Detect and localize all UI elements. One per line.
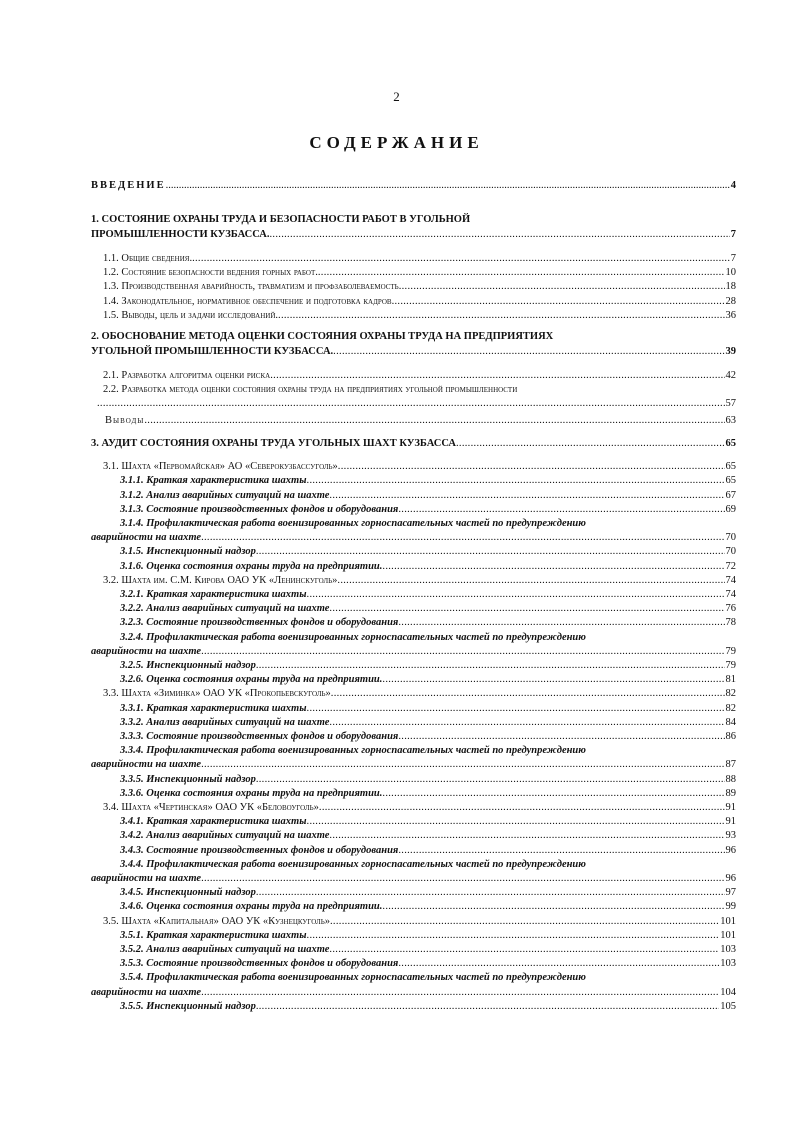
leader-dots <box>270 227 730 242</box>
toc-entry-3-1-5[interactable] <box>91 545 736 559</box>
toc-entry-3-2[interactable] <box>91 574 736 588</box>
toc-entry-label: 3.5.5. Инспекционный надзор <box>120 1000 256 1012</box>
toc-entry-3-4[interactable] <box>91 801 736 815</box>
leader-dots <box>97 397 725 411</box>
toc-entry-page: 57 <box>725 398 736 410</box>
leader-dots <box>270 369 724 383</box>
toc-entry-page: 86 <box>725 730 736 742</box>
toc-entry-page: 74 <box>725 588 736 600</box>
leader-dots <box>382 560 724 574</box>
toc-entry-page: 84 <box>725 716 736 728</box>
leader-dots <box>333 344 724 359</box>
toc-entry-label-cont: ПРОМЫШЛЕННОСТИ КУЗБАССА. <box>91 229 270 240</box>
toc-entry-chapter-2[interactable] <box>91 329 736 359</box>
toc-entry-label: 3.5.4. Профилактическая работа военизированных горноспасательных частей по предупреждению <box>120 972 586 984</box>
toc-entry-3-4-3[interactable] <box>91 844 736 858</box>
toc-entry-page: 74 <box>725 574 736 586</box>
leader-dots <box>166 178 730 193</box>
toc-entry-3-2-2[interactable] <box>91 602 736 616</box>
toc-entry-label: 3.4. Шахта «Чертинская» ОАО УК «Беловоуголь» <box>103 802 319 813</box>
toc-entry-page: 65 <box>725 461 736 473</box>
leader-dots <box>337 574 724 588</box>
toc-entry-page: 79 <box>725 645 736 657</box>
toc-entry-label: 3.1.3. Состояние производственных фондов и оборудования <box>120 503 399 515</box>
toc-entry-label: 3.3.6. Оценка состояния охраны труда на предприятии. <box>120 787 383 799</box>
toc-entry-label-cont: аварийности на шахте <box>91 645 202 657</box>
toc-entry-label: 3.2.2. Анализ аварийных ситуаций на шахте <box>120 603 330 615</box>
toc-entry-page: 81 <box>725 674 736 686</box>
leader-dots <box>329 943 719 957</box>
toc-entry-page: 7 <box>730 229 736 240</box>
toc-entry-chapter-1[interactable] <box>91 212 736 242</box>
toc-entry-page: 65 <box>725 475 736 487</box>
leader-dots <box>201 872 724 886</box>
toc-entry-label: 3.5.3. Состояние производственных фондов и оборудования <box>120 958 399 970</box>
toc-entry-page: 82 <box>725 702 736 714</box>
toc-entry-page: 91 <box>725 802 736 813</box>
toc-entry-3-2-1[interactable] <box>91 588 736 602</box>
leader-dots <box>307 588 725 602</box>
toc-entry-page: 91 <box>725 816 736 828</box>
leader-dots <box>144 414 724 429</box>
toc-entry-page: 63 <box>725 414 736 426</box>
toc-entry-label: 3.4.3. Состояние производственных фондов и оборудования <box>120 844 399 856</box>
toc-entry-3-4-6[interactable] <box>91 900 736 914</box>
toc-entry-page: 82 <box>725 688 736 700</box>
toc-entry-label: 1.1. Общие сведения. <box>103 253 193 264</box>
toc-entry-label: 3. АУДИТ СОСТОЯНИЯ ОХРАНЫ ТРУДА УГОЛЬНЫХ ШАХТ КУЗБАССА <box>91 438 456 450</box>
leader-dots <box>256 773 725 787</box>
toc-entry-label: 3.2. Шахта им. С.М. Кирова ОАО УК «Ленинскуголь» <box>103 574 338 586</box>
toc-entry-3-3-4[interactable] <box>91 744 736 772</box>
toc-entry-label: 3.3.2. Анализ аварийных ситуаций на шахте <box>120 716 330 728</box>
toc-entry-label-cont: аварийности на шахте <box>91 532 202 544</box>
toc-entry-label-cont: УГОЛЬНОЙ ПРОМЫШЛЕННОСТИ КУЗБАССА. <box>91 346 334 358</box>
toc-entry-label: 3.5.1. Краткая характеристика шахты <box>120 929 307 941</box>
toc-entry-3-3[interactable] <box>91 687 736 701</box>
toc-entry-page: 78 <box>725 617 736 629</box>
toc-entry-label: 3.4.4. Профилактическая работа военизированных горноспасательных частей по предупреждению <box>120 858 586 870</box>
toc-entry-page: 79 <box>725 659 736 671</box>
toc-entry-3-3-6[interactable] <box>91 787 736 801</box>
toc-entry-label: 3.3.3. Состояние производственных фондов и оборудования <box>120 730 399 742</box>
toc-entry-page: 7 <box>730 253 736 264</box>
toc-entry-3-4-1[interactable] <box>91 815 736 829</box>
toc-entry-3-4-2[interactable] <box>91 829 736 843</box>
leader-dots <box>278 309 724 323</box>
leader-dots <box>398 503 724 517</box>
toc-entry-label-cont: аварийности на шахте <box>91 759 202 771</box>
toc-entry-3-5-2[interactable] <box>91 943 736 957</box>
toc-entry-page: 103 <box>720 958 736 970</box>
toc-entry-conclusions[interactable] <box>91 414 736 429</box>
toc-entry-page: 42 <box>725 370 736 382</box>
toc-entry-label: 3.3.4. Профилактическая работа военизированных горноспасательных частей по предупреждению <box>120 745 586 757</box>
toc-entry-page: 18 <box>725 281 736 293</box>
leader-dots <box>382 787 724 801</box>
toc-entry-3-1[interactable] <box>91 460 736 474</box>
toc-entry-label: 3.4.2. Анализ аварийных ситуаций на шахте <box>120 830 330 842</box>
toc-entry-1-4[interactable] <box>91 295 736 309</box>
toc-entry-label: 3.2.3. Состояние производственных фондов и оборудования <box>120 617 399 629</box>
toc-entry-page: 87 <box>725 759 736 771</box>
toc-entry-page: 10 <box>725 267 736 279</box>
toc-entry-label: ВВЕДЕНИЕ <box>91 180 166 191</box>
toc-entry-1-2[interactable] <box>91 266 736 280</box>
toc-entry-label: 3.4.6. Оценка состояния охраны труда на предприятии. <box>120 901 383 913</box>
leader-dots <box>382 673 724 687</box>
toc-entry-1-1[interactable] <box>91 252 736 266</box>
toc-entry-page: 93 <box>725 830 736 842</box>
toc-entry-label: 3.1.5. Инспекционный надзор <box>120 546 256 558</box>
leader-dots <box>201 758 724 772</box>
toc-entry-label: 3.1.2. Анализ аварийных ситуаций на шахте <box>120 489 330 501</box>
leader-dots <box>201 986 719 1000</box>
toc-entry-label: 3.2.5. Инспекционный надзор <box>120 659 256 671</box>
toc-entry-3-1-3[interactable] <box>91 503 736 517</box>
toc-entry-page: 104 <box>720 986 736 998</box>
leader-dots <box>318 266 725 280</box>
leader-dots <box>398 730 724 744</box>
toc-entry-label: 3.1.6. Оценка состояния охраны труда на предприятии. <box>120 560 383 572</box>
toc-entry-page: 39 <box>725 346 736 358</box>
toc-entry-label: 3.5. Шахта «Капитальная» ОАО УК «Кузнецкуголь» <box>103 915 330 927</box>
toc-entry-introduction[interactable] <box>91 178 736 193</box>
toc-entry-3-5-5[interactable] <box>91 1000 736 1014</box>
toc-entry-label: 2.1. Разработка алгоритма оценки риска <box>103 370 271 382</box>
toc-entry-page: 70 <box>725 532 736 544</box>
toc-entry-page: 72 <box>725 560 736 572</box>
toc-entry-3-5-3[interactable] <box>91 957 736 971</box>
toc-entry-label: 3.3.5. Инспекционный надзор <box>120 773 256 785</box>
leader-dots <box>329 716 724 730</box>
toc-entry-3-5[interactable] <box>91 915 736 929</box>
toc-entry-page: 101 <box>720 929 736 941</box>
toc-entry-label: 3.1.1. Краткая характеристика шахты <box>120 475 307 487</box>
toc-entry-3-2-3[interactable] <box>91 616 736 630</box>
leader-dots <box>201 645 724 659</box>
toc-entry-label: 1.3. Производственная аварийность, травматизм и профзаболеваемость <box>103 281 399 293</box>
toc-entry-label: 3.2.1. Краткая характеристика шахты <box>120 588 307 600</box>
leader-dots <box>256 886 725 900</box>
leader-dots <box>192 252 730 266</box>
leader-dots <box>398 616 724 630</box>
toc-entry-page: 88 <box>725 773 736 785</box>
toc-entry-2-2[interactable] <box>91 383 736 411</box>
leader-dots <box>456 436 725 451</box>
toc-entry-1-5[interactable] <box>91 309 736 323</box>
toc-entry-page: 97 <box>725 887 736 899</box>
toc-entry-label: 3.5.2. Анализ аварийных ситуаций на шахте <box>120 944 330 956</box>
table-of-contents <box>91 178 736 1014</box>
toc-entry-3-1-2[interactable] <box>91 489 736 503</box>
toc-entry-label: 3.2.4. Профилактическая работа военизированных горноспасательных частей по предупреждению <box>120 631 586 643</box>
leader-dots <box>399 280 725 294</box>
toc-entry-page: 67 <box>725 489 736 501</box>
leader-dots <box>398 844 724 858</box>
leader-dots <box>330 915 719 929</box>
leader-dots <box>201 531 724 545</box>
toc-entry-page: 76 <box>725 603 736 615</box>
toc-entry-page: 36 <box>725 309 736 321</box>
toc-entry-1-3[interactable] <box>91 280 736 294</box>
toc-entry-3-2-6[interactable] <box>91 673 736 687</box>
page-title: СОДЕРЖАНИЕ <box>309 133 484 152</box>
leader-dots <box>319 801 725 815</box>
toc-entry-3-4-5[interactable] <box>91 886 736 900</box>
leader-dots <box>382 900 724 914</box>
toc-entry-label: 3.4.5. Инспекционный надзор <box>120 887 256 899</box>
toc-entry-page: 105 <box>720 1000 736 1012</box>
leader-dots <box>307 702 725 716</box>
leader-dots <box>392 295 725 309</box>
toc-entry-label: 3.4.1. Краткая характеристика шахты <box>120 816 307 828</box>
toc-entry-3-1-1[interactable] <box>91 474 736 488</box>
toc-entry-chapter-3[interactable] <box>91 436 736 451</box>
toc-entry-page: 65 <box>725 438 736 450</box>
toc-entry-label: 1.4. Законодательное, нормативное обеспечение и подготовка кадров <box>103 295 392 307</box>
leader-dots <box>338 460 725 474</box>
leader-dots <box>307 815 725 829</box>
toc-entry-label: 3.1. Шахта «Первомайская» АО «Северокузбассуголь» <box>103 461 338 473</box>
page-number: 2 <box>393 89 400 104</box>
leader-dots <box>329 602 724 616</box>
toc-entry-label: 3.3. Шахта «Зиминка» ОАО УК «Прокопьевскуголь» <box>103 688 331 700</box>
toc-entry-label: 3.2.6. Оценка состояния охраны труда на предприятии. <box>120 674 383 686</box>
leader-dots <box>398 957 719 971</box>
leader-dots <box>329 489 724 503</box>
toc-entry-3-1-4[interactable] <box>91 517 736 545</box>
toc-entry-label: 1. СОСТОЯНИЕ ОХРАНЫ ТРУДА И БЕЗОПАСНОСТИ РАБОТ В УГОЛЬНОЙ <box>91 214 471 225</box>
toc-entry-page: 28 <box>725 295 736 307</box>
toc-entry-label-cont: аварийности на шахте <box>91 873 202 885</box>
toc-entry-3-3-3[interactable] <box>91 730 736 744</box>
toc-entry-page: 96 <box>725 844 736 856</box>
toc-entry-page: 96 <box>725 873 736 885</box>
toc-entry-page: 4 <box>730 180 736 191</box>
toc-entry-label: 3.1.4. Профилактическая работа военизированных горноспасательных частей по предупреждению <box>120 517 586 529</box>
leader-dots <box>329 829 724 843</box>
toc-entry-3-3-1[interactable] <box>91 702 736 716</box>
toc-entry-page: 89 <box>725 787 736 799</box>
toc-entry-3-5-1[interactable] <box>91 929 736 943</box>
toc-entry-2-1[interactable] <box>91 369 736 383</box>
toc-entry-3-4-4[interactable] <box>91 858 736 886</box>
toc-entry-page: 69 <box>725 503 736 515</box>
toc-entry-3-1-6[interactable] <box>91 560 736 574</box>
toc-entry-label: 2. ОБОСНОВАНИЕ МЕТОДА ОЦЕНКИ СОСТОЯНИЯ ОХРАНЫ ТРУДА НА ПРЕДПРИЯТИЯХ <box>91 331 554 343</box>
leader-dots <box>256 659 725 673</box>
toc-entry-3-5-4[interactable] <box>91 971 736 999</box>
toc-entry-page: 101 <box>720 915 736 927</box>
toc-entry-3-2-4[interactable] <box>91 631 736 659</box>
toc-entry-label: 1.5. Выводы, цель и задачи исследований. <box>103 309 279 321</box>
toc-entry-page: 70 <box>725 546 736 558</box>
toc-entry-label: 3.3.1. Краткая характеристика шахты <box>120 702 307 714</box>
leader-dots <box>307 474 725 488</box>
toc-entry-label: 1.2. Состояние безопасности ведения горных работ. <box>103 267 318 279</box>
leader-dots <box>256 545 725 559</box>
toc-entry-3-3-2[interactable] <box>91 716 736 730</box>
toc-entry-3-3-5[interactable] <box>91 773 736 787</box>
toc-entry-label: Выводы <box>105 414 145 426</box>
toc-entry-label-cont: аварийности на шахте <box>91 986 202 998</box>
toc-entry-page: 103 <box>720 944 736 956</box>
leader-dots <box>331 687 725 701</box>
leader-dots <box>307 929 720 943</box>
toc-entry-3-2-5[interactable] <box>91 659 736 673</box>
toc-entry-label: 2.2. Разработка метода оценки состояния охраны труда на предприятиях угольной промышленности <box>103 384 518 396</box>
leader-dots <box>256 1000 719 1014</box>
toc-entry-page: 99 <box>725 901 736 913</box>
